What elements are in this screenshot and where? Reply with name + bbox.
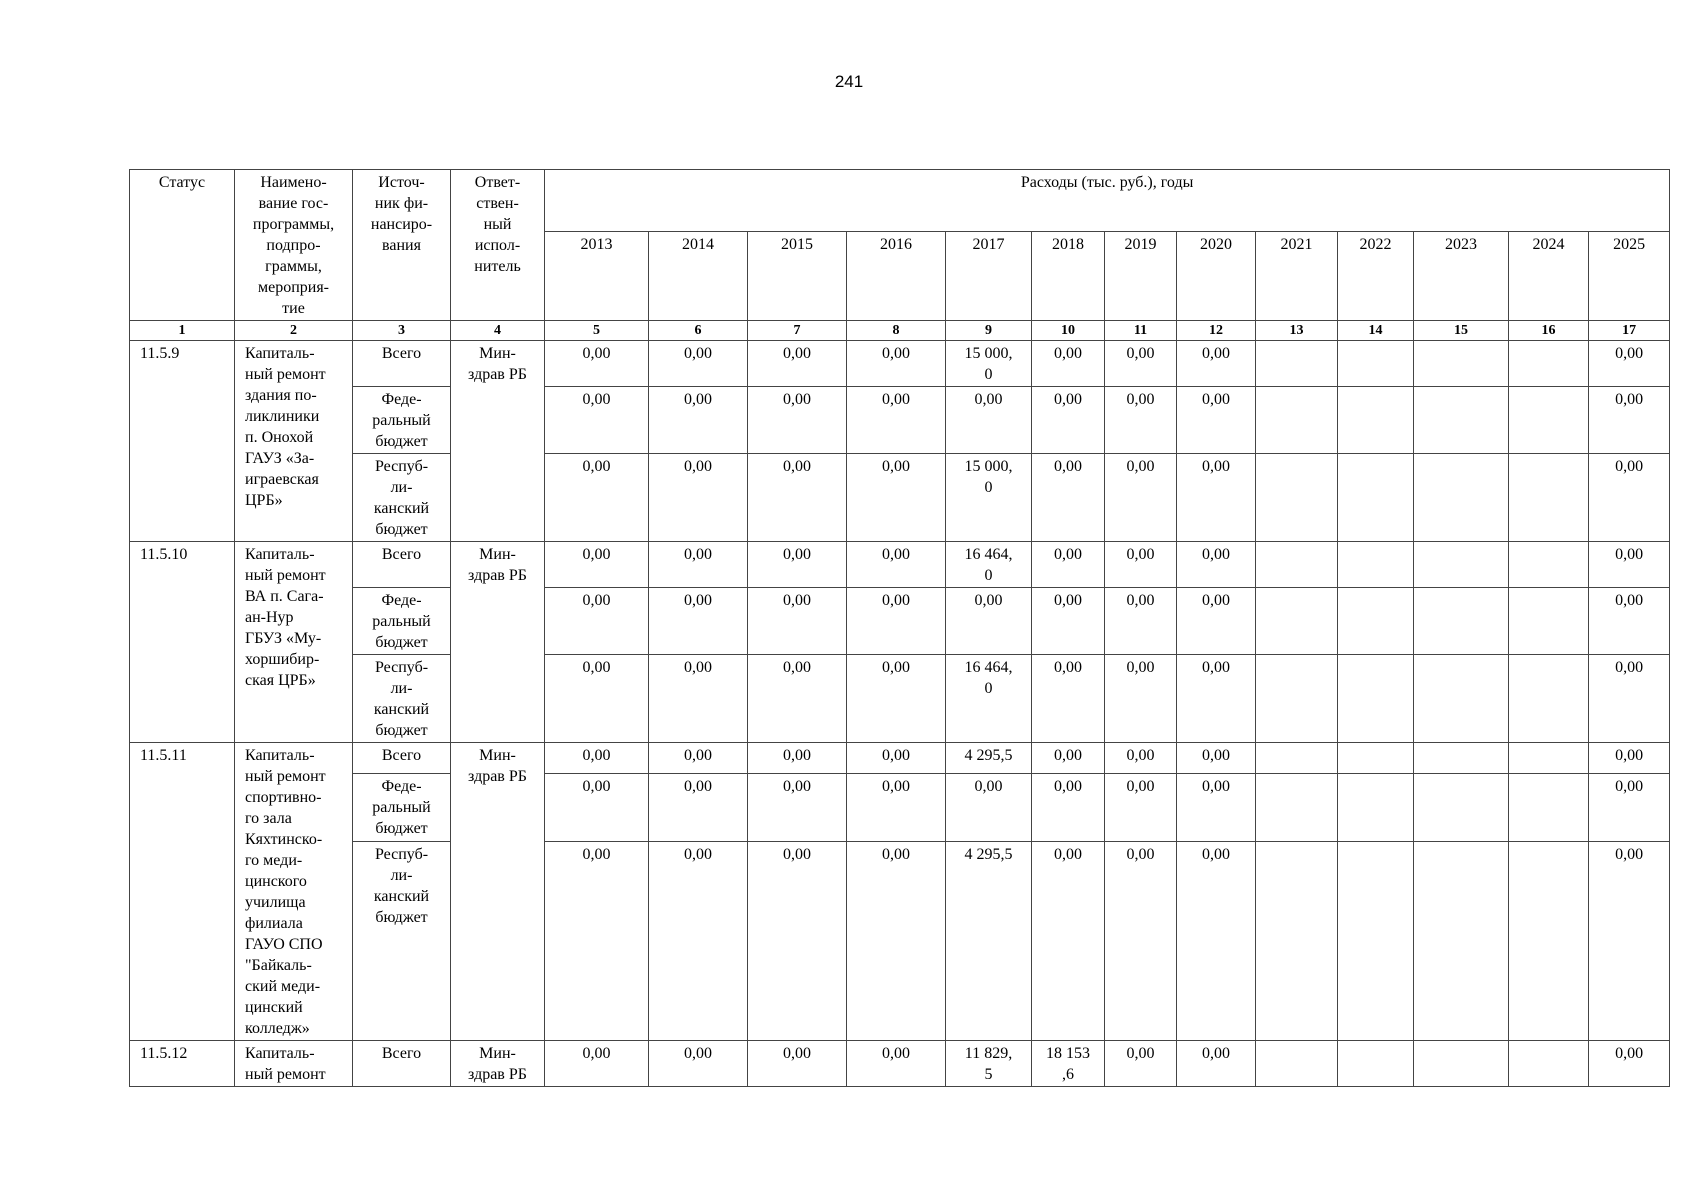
row-name: Капиталь- ный ремонт ВА п. Сага- ан-Нур ГБУЗ «Му- хоршибир- ская ЦРБ» bbox=[235, 542, 353, 743]
header-year: 2015 bbox=[748, 232, 847, 321]
column-number: 10 bbox=[1032, 321, 1105, 341]
expense-cell: 0,00 bbox=[1177, 454, 1256, 542]
column-number: 6 bbox=[649, 321, 748, 341]
table-row bbox=[130, 387, 1670, 454]
expense-cell: 0,00 bbox=[946, 588, 1032, 655]
header-year: 2022 bbox=[1338, 232, 1414, 321]
expense-cell bbox=[1414, 841, 1509, 1040]
expense-cell: 0,00 bbox=[649, 841, 748, 1040]
header-year: 2016 bbox=[847, 232, 946, 321]
expense-cell: 0,00 bbox=[748, 774, 847, 841]
expense-cell: 0,00 bbox=[649, 655, 748, 743]
expense-cell bbox=[1509, 341, 1589, 387]
expense-cell: 0,00 bbox=[748, 841, 847, 1040]
expense-cell bbox=[1509, 841, 1589, 1040]
expense-cell: 0,00 bbox=[1105, 774, 1177, 841]
expense-cell bbox=[1256, 655, 1338, 743]
expense-cell: 0,00 bbox=[1105, 743, 1177, 774]
expense-cell: 0,00 bbox=[1177, 1041, 1256, 1087]
expense-cell: 0,00 bbox=[748, 542, 847, 588]
header-year: 2024 bbox=[1509, 232, 1589, 321]
expense-cell: 0,00 bbox=[649, 588, 748, 655]
row-status: 11.5.12 bbox=[130, 1041, 235, 1087]
header-year: 2017 bbox=[946, 232, 1032, 321]
expense-cell: 0,00 bbox=[847, 774, 946, 841]
expense-cell: 0,00 bbox=[1105, 1041, 1177, 1087]
expense-cell bbox=[1414, 774, 1509, 841]
table-row bbox=[130, 841, 1670, 1040]
table-row bbox=[130, 1041, 1670, 1087]
column-number: 4 bbox=[451, 321, 545, 341]
expense-cell bbox=[1414, 341, 1509, 387]
expense-cell: 0,00 bbox=[1032, 841, 1105, 1040]
expense-cell bbox=[1256, 743, 1338, 774]
expense-cell: 0,00 bbox=[1589, 387, 1670, 454]
expense-cell bbox=[1338, 743, 1414, 774]
expense-cell: 0,00 bbox=[748, 454, 847, 542]
expense-cell bbox=[1256, 841, 1338, 1040]
row-executor: Мин- здрав РБ bbox=[451, 341, 545, 542]
expense-cell bbox=[1338, 774, 1414, 841]
column-number: 3 bbox=[353, 321, 451, 341]
column-number: 5 bbox=[545, 321, 649, 341]
expense-cell: 0,00 bbox=[847, 542, 946, 588]
column-number: 13 bbox=[1256, 321, 1338, 341]
expense-cell bbox=[1509, 1041, 1589, 1087]
row-source: Респуб- ли- канский бюджет bbox=[353, 655, 451, 743]
expense-cell: 0,00 bbox=[946, 774, 1032, 841]
expense-cell: 0,00 bbox=[1105, 841, 1177, 1040]
expense-cell bbox=[1509, 542, 1589, 588]
column-number: 15 bbox=[1414, 321, 1509, 341]
expense-cell: 0,00 bbox=[748, 743, 847, 774]
expense-cell: 0,00 bbox=[1032, 454, 1105, 542]
expense-cell: 0,00 bbox=[1589, 841, 1670, 1040]
row-source: Феде- ральный бюджет bbox=[353, 774, 451, 841]
column-number: 9 bbox=[946, 321, 1032, 341]
header-year: 2014 bbox=[649, 232, 748, 321]
expense-cell: 0,00 bbox=[649, 542, 748, 588]
expense-cell bbox=[1338, 542, 1414, 588]
expense-cell: 0,00 bbox=[1105, 542, 1177, 588]
row-name: Капиталь- ный ремонт bbox=[235, 1041, 353, 1087]
column-number: 12 bbox=[1177, 321, 1256, 341]
expense-cell bbox=[1256, 341, 1338, 387]
expense-cell bbox=[1414, 1041, 1509, 1087]
expense-cell: 0,00 bbox=[1105, 341, 1177, 387]
expense-cell: 0,00 bbox=[847, 454, 946, 542]
expense-cell: 0,00 bbox=[1105, 655, 1177, 743]
expense-cell bbox=[1414, 655, 1509, 743]
expense-cell: 0,00 bbox=[545, 542, 649, 588]
expense-cell bbox=[1509, 743, 1589, 774]
expense-cell bbox=[1338, 841, 1414, 1040]
column-number: 8 bbox=[847, 321, 946, 341]
expense-cell: 0,00 bbox=[649, 774, 748, 841]
expense-cell: 0,00 bbox=[748, 1041, 847, 1087]
expense-cell: 0,00 bbox=[1032, 655, 1105, 743]
expense-cell bbox=[1414, 743, 1509, 774]
expense-cell: 0,00 bbox=[649, 454, 748, 542]
expense-cell: 0,00 bbox=[1177, 841, 1256, 1040]
expense-cell: 0,00 bbox=[1105, 454, 1177, 542]
column-number: 17 bbox=[1589, 321, 1670, 341]
expense-cell: 0,00 bbox=[847, 743, 946, 774]
budget-table bbox=[129, 169, 1670, 1087]
expense-cell: 0,00 bbox=[545, 341, 649, 387]
expense-cell: 4 295,5 bbox=[946, 841, 1032, 1040]
expense-cell bbox=[1338, 655, 1414, 743]
expense-cell: 0,00 bbox=[545, 387, 649, 454]
expense-cell: 0,00 bbox=[748, 588, 847, 655]
expense-cell bbox=[1414, 454, 1509, 542]
expense-cell: 0,00 bbox=[1032, 588, 1105, 655]
header-year: 2020 bbox=[1177, 232, 1256, 321]
expense-cell: 0,00 bbox=[1177, 774, 1256, 841]
header-year: 2019 bbox=[1105, 232, 1177, 321]
expense-cell bbox=[1509, 774, 1589, 841]
expense-cell bbox=[1509, 655, 1589, 743]
expense-cell: 0,00 bbox=[1032, 542, 1105, 588]
expense-cell: 0,00 bbox=[545, 1041, 649, 1087]
row-source: Респуб- ли- канский бюджет bbox=[353, 841, 451, 1040]
expense-cell: 0,00 bbox=[1589, 341, 1670, 387]
column-number: 11 bbox=[1105, 321, 1177, 341]
expense-cell: 0,00 bbox=[1177, 341, 1256, 387]
expense-cell: 0,00 bbox=[1032, 774, 1105, 841]
header-year: 2013 bbox=[545, 232, 649, 321]
row-source: Феде- ральный бюджет bbox=[353, 387, 451, 454]
table-row bbox=[130, 774, 1670, 841]
row-source: Феде- ральный бюджет bbox=[353, 588, 451, 655]
expense-cell bbox=[1414, 387, 1509, 454]
row-source: Всего bbox=[353, 341, 451, 387]
expense-cell: 0,00 bbox=[847, 655, 946, 743]
row-source: Всего bbox=[353, 1041, 451, 1087]
table-row bbox=[130, 542, 1670, 588]
header-name: Наимено- вание гос- программы, подпро- граммы, мероприя- тие bbox=[235, 170, 353, 321]
expense-cell: 15 000, 0 bbox=[946, 341, 1032, 387]
expense-cell bbox=[1256, 454, 1338, 542]
expense-cell: 0,00 bbox=[946, 387, 1032, 454]
row-executor: Мин- здрав РБ bbox=[451, 743, 545, 1041]
row-name: Капиталь- ный ремонт спортивно- го зала Кяхтинско- го меди- цинского училища филиала ГАУО СПО "Байкаль- ский меди- цинский колледж» bbox=[235, 743, 353, 1041]
expense-cell: 0,00 bbox=[847, 588, 946, 655]
column-number: 14 bbox=[1338, 321, 1414, 341]
expense-cell bbox=[1256, 774, 1338, 841]
expense-cell: 4 295,5 bbox=[946, 743, 1032, 774]
expense-cell: 0,00 bbox=[545, 588, 649, 655]
expense-cell: 0,00 bbox=[1032, 341, 1105, 387]
expense-cell: 0,00 bbox=[545, 655, 649, 743]
page-number: 241 bbox=[834, 72, 864, 91]
column-number: 7 bbox=[748, 321, 847, 341]
expense-cell bbox=[1338, 341, 1414, 387]
expense-cell: 0,00 bbox=[748, 341, 847, 387]
expense-cell: 0,00 bbox=[1105, 387, 1177, 454]
header-source: Источ- ник фи- нансиро- вания bbox=[353, 170, 451, 321]
expense-cell bbox=[1256, 1041, 1338, 1087]
expense-cell: 0,00 bbox=[1105, 588, 1177, 655]
expense-cell: 0,00 bbox=[1177, 387, 1256, 454]
table-row bbox=[130, 655, 1670, 743]
expense-cell: 0,00 bbox=[1589, 542, 1670, 588]
expense-cell: 0,00 bbox=[1589, 655, 1670, 743]
expense-cell: 0,00 bbox=[545, 743, 649, 774]
expense-cell: 0,00 bbox=[545, 454, 649, 542]
expense-cell: 0,00 bbox=[1177, 542, 1256, 588]
row-status: 11.5.9 bbox=[130, 341, 235, 542]
expense-cell bbox=[1256, 387, 1338, 454]
expense-cell: 0,00 bbox=[847, 387, 946, 454]
header-year: 2021 bbox=[1256, 232, 1338, 321]
table-row bbox=[130, 454, 1670, 542]
table-row bbox=[130, 743, 1670, 774]
expense-cell bbox=[1414, 588, 1509, 655]
expense-cell bbox=[1509, 387, 1589, 454]
column-number: 16 bbox=[1509, 321, 1589, 341]
row-executor: Мин- здрав РБ bbox=[451, 542, 545, 743]
expense-cell: 0,00 bbox=[649, 387, 748, 454]
expense-cell: 11 829, 5 bbox=[946, 1041, 1032, 1087]
expense-cell: 0,00 bbox=[847, 841, 946, 1040]
expense-cell: 16 464, 0 bbox=[946, 655, 1032, 743]
expense-cell: 0,00 bbox=[1177, 655, 1256, 743]
expense-cell bbox=[1338, 1041, 1414, 1087]
expense-cell: 0,00 bbox=[847, 341, 946, 387]
expense-cell: 18 153 ,6 bbox=[1032, 1041, 1105, 1087]
expense-cell: 0,00 bbox=[847, 1041, 946, 1087]
expense-cell bbox=[1256, 588, 1338, 655]
expense-cell: 0,00 bbox=[1177, 588, 1256, 655]
expense-cell: 0,00 bbox=[1032, 387, 1105, 454]
table-row bbox=[130, 341, 1670, 387]
header-year: 2023 bbox=[1414, 232, 1509, 321]
expense-cell: 0,00 bbox=[1032, 743, 1105, 774]
row-executor: Мин- здрав РБ bbox=[451, 1041, 545, 1087]
expense-cell: 0,00 bbox=[748, 655, 847, 743]
table-row bbox=[130, 588, 1670, 655]
header-status: Статус bbox=[130, 170, 235, 321]
header-year: 2018 bbox=[1032, 232, 1105, 321]
expense-cell: 0,00 bbox=[1177, 743, 1256, 774]
expense-cell: 15 000, 0 bbox=[946, 454, 1032, 542]
expense-cell bbox=[1338, 387, 1414, 454]
expense-cell bbox=[1509, 588, 1589, 655]
expense-cell: 0,00 bbox=[545, 774, 649, 841]
expense-cell bbox=[1338, 588, 1414, 655]
expense-cell bbox=[1414, 542, 1509, 588]
row-status: 11.5.10 bbox=[130, 542, 235, 743]
expense-cell: 0,00 bbox=[1589, 774, 1670, 841]
expense-cell: 0,00 bbox=[1589, 454, 1670, 542]
header-expenses: Расходы (тыс. руб.), годы bbox=[545, 170, 1670, 232]
expense-cell: 0,00 bbox=[748, 387, 847, 454]
row-name: Капиталь- ный ремонт здания по- ликлиники п. Онохой ГАУЗ «За- играевская ЦРБ» bbox=[235, 341, 353, 542]
row-source: Всего bbox=[353, 542, 451, 588]
column-number: 1 bbox=[130, 321, 235, 341]
header-executor: Ответ- ствен- ный испол- нитель bbox=[451, 170, 545, 321]
expense-cell: 0,00 bbox=[649, 341, 748, 387]
expense-cell: 0,00 bbox=[649, 1041, 748, 1087]
header-year: 2025 bbox=[1589, 232, 1670, 321]
expense-cell bbox=[1509, 454, 1589, 542]
expense-cell: 0,00 bbox=[1589, 1041, 1670, 1087]
expense-cell: 0,00 bbox=[545, 841, 649, 1040]
expense-cell: 0,00 bbox=[649, 743, 748, 774]
expense-cell bbox=[1338, 454, 1414, 542]
row-status: 11.5.11 bbox=[130, 743, 235, 1041]
column-number: 2 bbox=[235, 321, 353, 341]
expense-cell bbox=[1256, 542, 1338, 588]
expense-cell: 0,00 bbox=[1589, 588, 1670, 655]
row-source: Респуб- ли- канский бюджет bbox=[353, 454, 451, 542]
expense-cell: 0,00 bbox=[1589, 743, 1670, 774]
expense-cell: 16 464, 0 bbox=[946, 542, 1032, 588]
row-source: Всего bbox=[353, 743, 451, 774]
